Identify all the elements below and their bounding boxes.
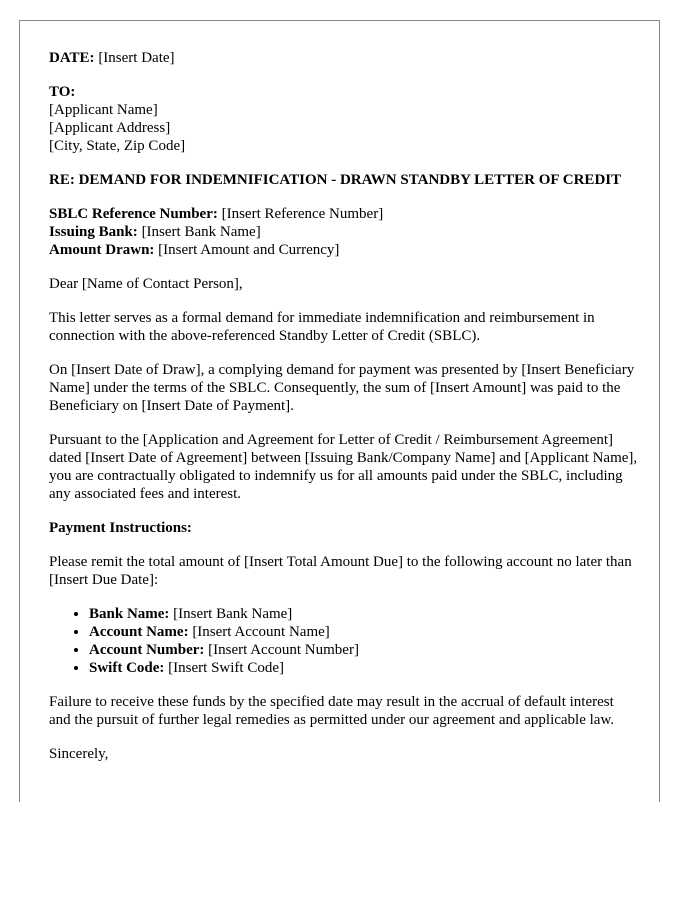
to-label: TO: — [49, 84, 76, 100]
amount-drawn-label: Amount Drawn: — [49, 242, 155, 258]
paragraph-demand: This letter serves as a formal demand for immediate indemnification and reimbursement in connection with the above-referenced Standby Letter of Credit (SBLC). — [49, 310, 595, 344]
letter-content — [49, 49, 639, 779]
paragraph-draw-details: On [Insert Date of Draw], a complying demand for payment was presented by [Insert Beneficiary Name] under the terms of the SBLC. Consequently, the sum of [Insert Amount] was paid to the Beneficiary on [Insert Date of Payment]. — [49, 362, 635, 414]
account-name-value: [Insert Account Name] — [188, 624, 330, 640]
date-value: [Insert Date] — [94, 50, 175, 66]
swift-code-label: Swift Code: — [89, 660, 165, 676]
payment-instructions-intro: Please remit the total amount of [Insert Total Amount Due] to the following account no later than [Insert Due Date]: — [49, 554, 632, 588]
applicant-address: [Applicant Address] — [49, 120, 171, 136]
account-number-value: [Insert Account Number] — [204, 642, 359, 658]
date-line — [49, 49, 639, 67]
sblc-reference-value: [Insert Reference Number] — [217, 206, 384, 222]
salutation: Dear [Name of Contact Person], — [49, 276, 243, 292]
reference-block — [49, 205, 639, 259]
applicant-name: [Applicant Name] — [49, 102, 158, 118]
bank-name-label: Bank Name: — [89, 606, 170, 622]
account-name-label: Account Name: — [89, 624, 189, 640]
issuing-bank-label: Issuing Bank: — [49, 224, 138, 240]
list-item — [89, 659, 639, 677]
date-label: DATE: — [49, 50, 95, 66]
sblc-reference-line — [49, 205, 639, 223]
subject-line: RE: DEMAND FOR INDEMNIFICATION - DRAWN STANDBY LETTER OF CREDIT — [49, 172, 622, 188]
amount-drawn-value: [Insert Amount and Currency] — [154, 242, 340, 258]
swift-code-value: [Insert Swift Code] — [164, 660, 284, 676]
payment-details-list — [49, 605, 639, 677]
paragraph-obligation: Pursuant to the [Application and Agreement for Letter of Credit / Reimbursement Agreement] dated [Insert Date of Agreement] between [Issuing Bank/Company Name] and [Applicant Name], you are contractually obligated to indemnify us for all amounts paid under the SBLC, including any associated fees and interest. — [49, 432, 638, 502]
bank-name-value: [Insert Bank Name] — [169, 606, 293, 622]
sblc-reference-label: SBLC Reference Number: — [49, 206, 218, 222]
paragraph-consequences: Failure to receive these funds by the specified date may result in the accrual of default interest and the pursuit of further legal remedies as permitted under our agreement and applicable law. — [49, 694, 615, 728]
list-item — [89, 605, 639, 623]
issuing-bank-value: [Insert Bank Name] — [137, 224, 261, 240]
letter-page — [19, 20, 660, 802]
list-item — [89, 623, 639, 641]
list-item — [89, 641, 639, 659]
signoff: Sincerely, — [49, 746, 109, 762]
issuing-bank-line — [49, 223, 639, 241]
applicant-city-state-zip: [City, State, Zip Code] — [49, 138, 186, 154]
account-number-label: Account Number: — [89, 642, 205, 658]
payment-instructions-heading: Payment Instructions: — [49, 520, 192, 536]
recipient-block — [49, 83, 639, 155]
amount-drawn-line — [49, 241, 639, 259]
